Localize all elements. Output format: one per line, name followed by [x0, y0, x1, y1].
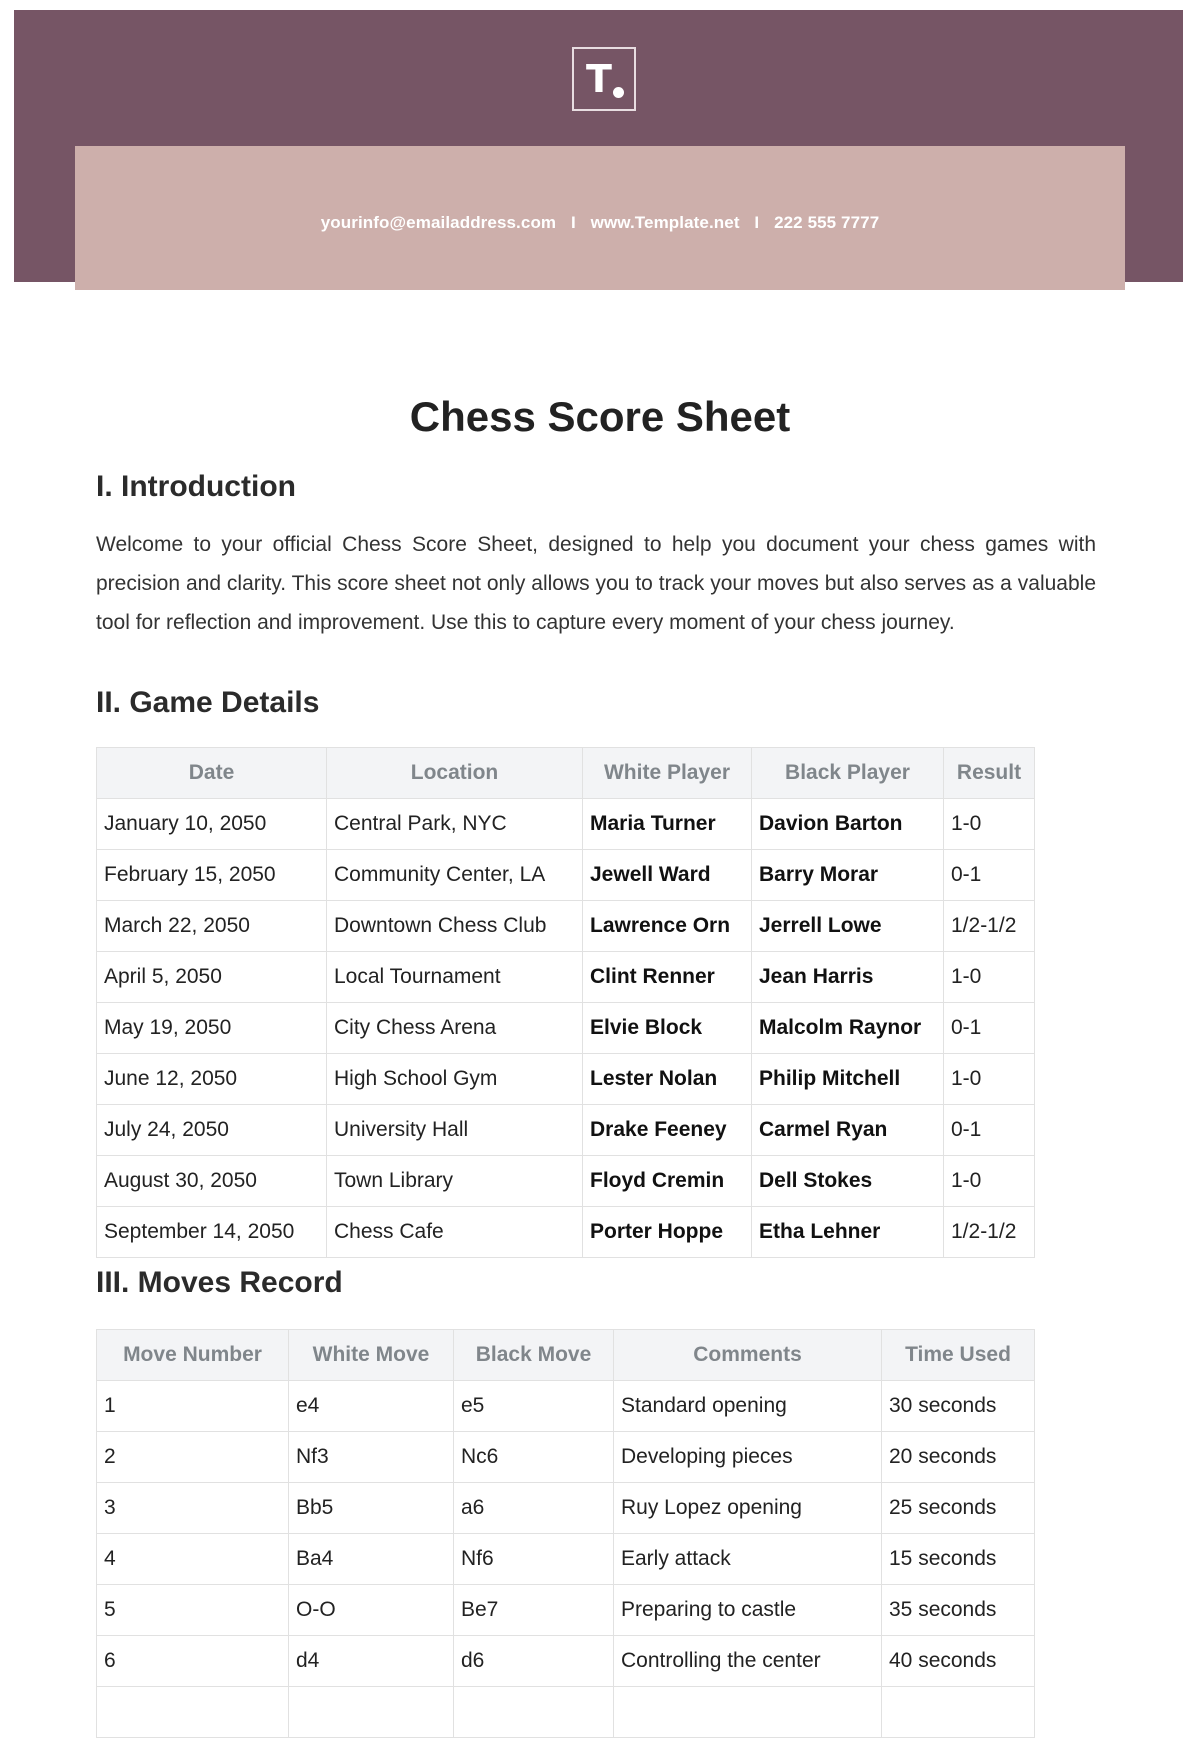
table-cell: Lester Nolan: [583, 1054, 752, 1105]
table-row: [97, 850, 1035, 901]
table-cell: 15 seconds: [882, 1534, 1035, 1585]
table-cell: [454, 1687, 614, 1738]
table-cell: Philip Mitchell: [752, 1054, 944, 1105]
table-cell: Clint Renner: [583, 952, 752, 1003]
table-cell: Floyd Cremin: [583, 1156, 752, 1207]
table-cell: Elvie Block: [583, 1003, 752, 1054]
table-cell: [97, 1687, 289, 1738]
table-cell: 0-1: [944, 850, 1035, 901]
logo: [572, 47, 636, 111]
column-header: Location: [327, 748, 583, 799]
table-cell: Lawrence Orn: [583, 901, 752, 952]
table-cell: Jerrell Lowe: [752, 901, 944, 952]
table-cell: Controlling the center: [614, 1636, 882, 1687]
table-cell: 5: [97, 1585, 289, 1636]
table-cell: Ba4: [289, 1534, 454, 1585]
contact-separator: I: [754, 213, 760, 232]
column-header: Result: [944, 748, 1035, 799]
table-cell: May 19, 2050: [97, 1003, 327, 1054]
table-cell: March 22, 2050: [97, 901, 327, 952]
table-cell: September 14, 2050: [97, 1207, 327, 1258]
moves-record-table: [96, 1329, 1035, 1738]
column-header: Black Player: [752, 748, 944, 799]
contact-email: yourinfo@emailaddress.com: [320, 213, 557, 232]
table-cell: Porter Hoppe: [583, 1207, 752, 1258]
introduction-paragraph: Welcome to your official Chess Score Sheet, designed to help you document your chess games with precision and clarity. This score sheet not only allows you to track your moves but also serves as a valuable tool for reflection and improvement. Use this to capture every moment of your chess journey.: [96, 533, 1096, 634]
table-cell: July 24, 2050: [97, 1105, 327, 1156]
contact-line: [321, 213, 880, 233]
table-cell: Jean Harris: [752, 952, 944, 1003]
table-cell: 1-0: [944, 952, 1035, 1003]
contact-website: www.Template.net: [590, 213, 740, 232]
table-cell: April 5, 2050: [97, 952, 327, 1003]
table-cell: 1-0: [944, 1156, 1035, 1207]
section-heading-game-details: II. Game Details: [96, 686, 320, 719]
table-cell: 1-0: [944, 799, 1035, 850]
table-cell: Central Park, NYC: [327, 799, 583, 850]
section-heading-moves-record: III. Moves Record: [96, 1266, 343, 1299]
logo-dot-icon: [613, 87, 624, 98]
table-cell: 1-0: [944, 1054, 1035, 1105]
contact-band: [75, 146, 1125, 290]
table-cell: Local Tournament: [327, 952, 583, 1003]
column-header: White Move: [289, 1330, 454, 1381]
table-row: [97, 1432, 1035, 1483]
page-title: Chess Score Sheet: [409, 393, 791, 440]
table-cell: Developing pieces: [614, 1432, 882, 1483]
table-row: [97, 1054, 1035, 1105]
table-row: [97, 1636, 1035, 1687]
table-cell: Maria Turner: [583, 799, 752, 850]
column-header: Date: [97, 748, 327, 799]
column-header: Time Used: [882, 1330, 1035, 1381]
table-cell: Malcolm Raynor: [752, 1003, 944, 1054]
table-cell: June 12, 2050: [97, 1054, 327, 1105]
table-cell: High School Gym: [327, 1054, 583, 1105]
column-header: Comments: [614, 1330, 882, 1381]
table-cell: Ruy Lopez opening: [614, 1483, 882, 1534]
table-cell: 2: [97, 1432, 289, 1483]
table-cell: Jewell Ward: [583, 850, 752, 901]
table-row: [97, 1483, 1035, 1534]
table-cell: Early attack: [614, 1534, 882, 1585]
logo-letter: T: [586, 57, 612, 101]
column-header: White Player: [583, 748, 752, 799]
table-row: [97, 1207, 1035, 1258]
table-cell: d4: [289, 1636, 454, 1687]
game-details-table: [96, 747, 1035, 1258]
table-cell: 35 seconds: [882, 1585, 1035, 1636]
table-cell: e5: [454, 1381, 614, 1432]
table-cell: Nf6: [454, 1534, 614, 1585]
table-row: [97, 1534, 1035, 1585]
table-row: [97, 1156, 1035, 1207]
table-cell: [882, 1687, 1035, 1738]
table-cell: [289, 1687, 454, 1738]
table-row: [97, 901, 1035, 952]
table-cell: 0-1: [944, 1003, 1035, 1054]
table-cell: University Hall: [327, 1105, 583, 1156]
table-cell: 25 seconds: [882, 1483, 1035, 1534]
column-header: Move Number: [97, 1330, 289, 1381]
table-cell: January 10, 2050: [97, 799, 327, 850]
table-cell: e4: [289, 1381, 454, 1432]
table-cell: Be7: [454, 1585, 614, 1636]
table-cell: 40 seconds: [882, 1636, 1035, 1687]
section-heading-introduction: I. Introduction: [96, 470, 296, 503]
table-row: [97, 1381, 1035, 1432]
table-row: [97, 1687, 1035, 1738]
table-cell: Standard opening: [614, 1381, 882, 1432]
table-cell: 4: [97, 1534, 289, 1585]
table-cell: a6: [454, 1483, 614, 1534]
table-cell: 20 seconds: [882, 1432, 1035, 1483]
table-cell: Nf3: [289, 1432, 454, 1483]
table-row: [97, 1105, 1035, 1156]
table-cell: Barry Morar: [752, 850, 944, 901]
table-cell: Downtown Chess Club: [327, 901, 583, 952]
table-row: [97, 952, 1035, 1003]
table-cell: [614, 1687, 882, 1738]
table-cell: February 15, 2050: [97, 850, 327, 901]
table-cell: Carmel Ryan: [752, 1105, 944, 1156]
table-cell: d6: [454, 1636, 614, 1687]
table-cell: Town Library: [327, 1156, 583, 1207]
table-cell: Community Center, LA: [327, 850, 583, 901]
contact-separator: I: [570, 213, 576, 232]
table-cell: Etha Lehner: [752, 1207, 944, 1258]
table-row: [97, 1003, 1035, 1054]
table-row: [97, 799, 1035, 850]
table-cell: 1/2-1/2: [944, 1207, 1035, 1258]
table-cell: 1/2-1/2: [944, 901, 1035, 952]
table-header-row: [97, 1330, 1035, 1381]
table-cell: Chess Cafe: [327, 1207, 583, 1258]
table-cell: City Chess Arena: [327, 1003, 583, 1054]
table-cell: 6: [97, 1636, 289, 1687]
table-row: [97, 1585, 1035, 1636]
table-cell: 1: [97, 1381, 289, 1432]
table-cell: 0-1: [944, 1105, 1035, 1156]
table-cell: Drake Feeney: [583, 1105, 752, 1156]
table-cell: 3: [97, 1483, 289, 1534]
table-cell: Nc6: [454, 1432, 614, 1483]
table-cell: Bb5: [289, 1483, 454, 1534]
table-header-row: [97, 748, 1035, 799]
table-cell: 30 seconds: [882, 1381, 1035, 1432]
table-cell: Dell Stokes: [752, 1156, 944, 1207]
column-header: Black Move: [454, 1330, 614, 1381]
table-cell: Davion Barton: [752, 799, 944, 850]
table-cell: August 30, 2050: [97, 1156, 327, 1207]
contact-phone: 222 555 7777: [774, 213, 880, 232]
table-cell: O-O: [289, 1585, 454, 1636]
table-cell: Preparing to castle: [614, 1585, 882, 1636]
